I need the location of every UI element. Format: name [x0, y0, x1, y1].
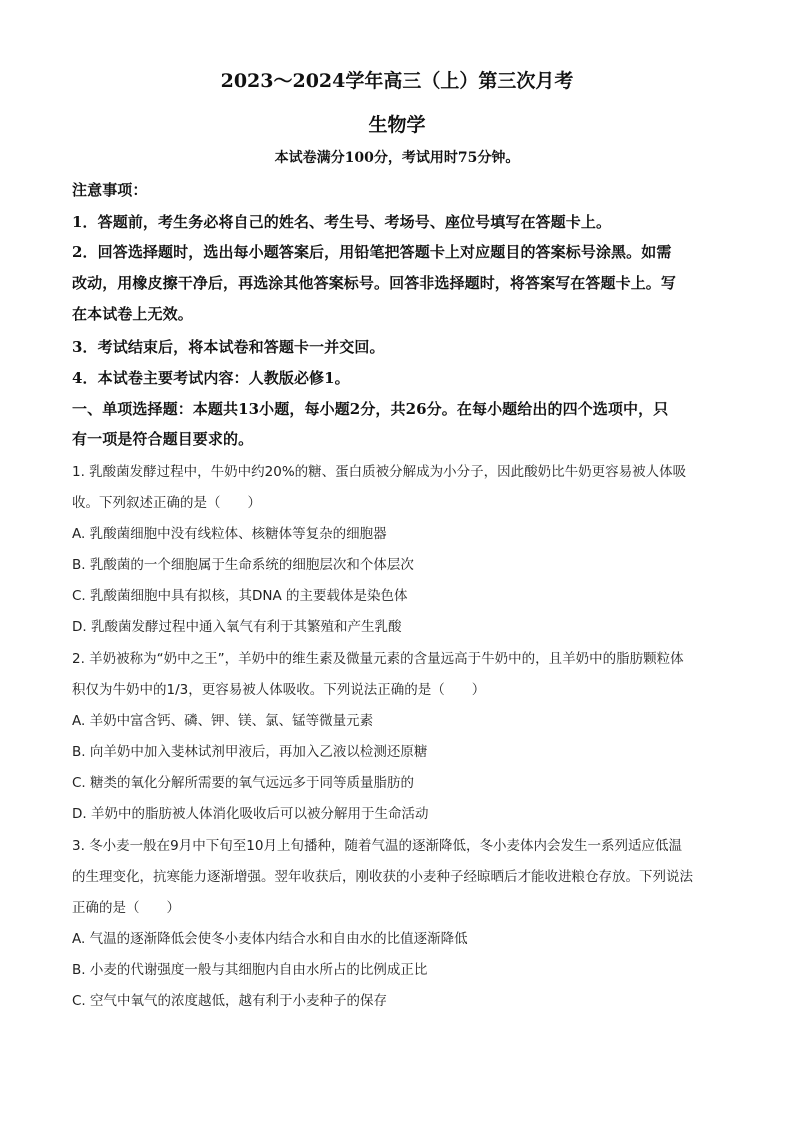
notice-item: 4．本试卷主要考试内容：人教版必修1。	[72, 369, 350, 387]
notice-item: 改动，用橡皮擦干净后，再选涂其他答案标号。回答非选择题时，将答案写在答题卡上。写	[72, 274, 677, 292]
option-b: B. 小麦的代谢强度一般与其细胞内自由水所占的比例成正比	[72, 962, 428, 978]
option-c: C. 空气中氧气的浓度越低，越有利于小麦种子的保存	[72, 993, 388, 1009]
notice-item: 3．考试结束后，将本试卷和答题卡一并交回。	[72, 338, 385, 356]
option-a: A. 羊奶中富含钙、磷、钾、镁、氯、锰等微量元素	[72, 713, 374, 729]
notice-item: 2．回答选择题时，选出每小题答案后，用铅笔把答题卡上对应题目的答案标号涂黑。如需	[72, 243, 672, 261]
question-stem: 正确的是（ ）	[72, 900, 180, 916]
option-b: B. 向羊奶中加入斐林试剂甲液后，再加入乙液以检测还原糖	[72, 744, 428, 760]
option-a: A. 气温的逐渐降低会使冬小麦体内结合水和自由水的比值逐渐降低	[72, 931, 468, 947]
exam-title: 2023～2024学年高三（上）第三次月考	[220, 70, 574, 92]
question-stem: 3. 冬小麦一般在9月中下旬至10月上旬播种，随着气温的逐渐降低，冬小麦体内会发生一系列适应低温	[72, 838, 682, 854]
question-stem: 的生理变化，抗寒能力逐渐增强。翌年收获后，刚收获的小麦种子经晾晒后才能收进粮仓存放。下列说法	[72, 869, 693, 885]
notice-item: 1．答题前，考生务必将自己的姓名、考生号、考场号、座位号填写在答题卡上。	[72, 213, 612, 231]
question-stem: 2. 羊奶被称为“奶中之王”，羊奶中的维生素及微量元素的含量远高于牛奶中的，且羊奶中的脂肪颗粒体	[72, 651, 684, 667]
notice-item: 在本试卷上无效。	[72, 305, 193, 323]
section-heading: 有一项是符合题目要求的。	[72, 430, 254, 448]
notice-heading: 注意事项：	[72, 181, 148, 199]
subject-title: 生物学	[368, 114, 426, 136]
section-heading: 一、单项选择题：本题共13小题，每小题2分，共26分。在每小题给出的四个选项中，只	[72, 400, 669, 418]
exam-meta: 本试卷满分100分，考试用时75分钟。	[274, 150, 520, 166]
option-d: D. 羊奶中的脂肪被人体消化吸收后可以被分解用于生命活动	[72, 806, 429, 822]
option-d: D. 乳酸菌发酵过程中通入氧气有利于其繁殖和产生乳酸	[72, 619, 402, 635]
option-b: B. 乳酸菌的一个细胞属于生命系统的细胞层次和个体层次	[72, 557, 414, 573]
option-c: C. 乳酸菌细胞中具有拟核，其DNA 的主要载体是染色体	[72, 588, 408, 604]
question-stem: 收。下列叙述正确的是（ ）	[72, 495, 261, 511]
question-stem: 1. 乳酸菌发酵过程中，牛奶中约20%的糖、蛋白质被分解成为小分子，因此酸奶比牛奶更容易被人体吸	[72, 464, 687, 480]
question-stem: 积仅为牛奶中的1/3，更容易被人体吸收。下列说法正确的是（ ）	[72, 682, 486, 698]
option-a: A. 乳酸菌细胞中没有线粒体、核糖体等复杂的细胞器	[72, 526, 387, 542]
option-c: C. 糖类的氧化分解所需要的氧气远远多于同等质量脂肪的	[72, 775, 415, 791]
